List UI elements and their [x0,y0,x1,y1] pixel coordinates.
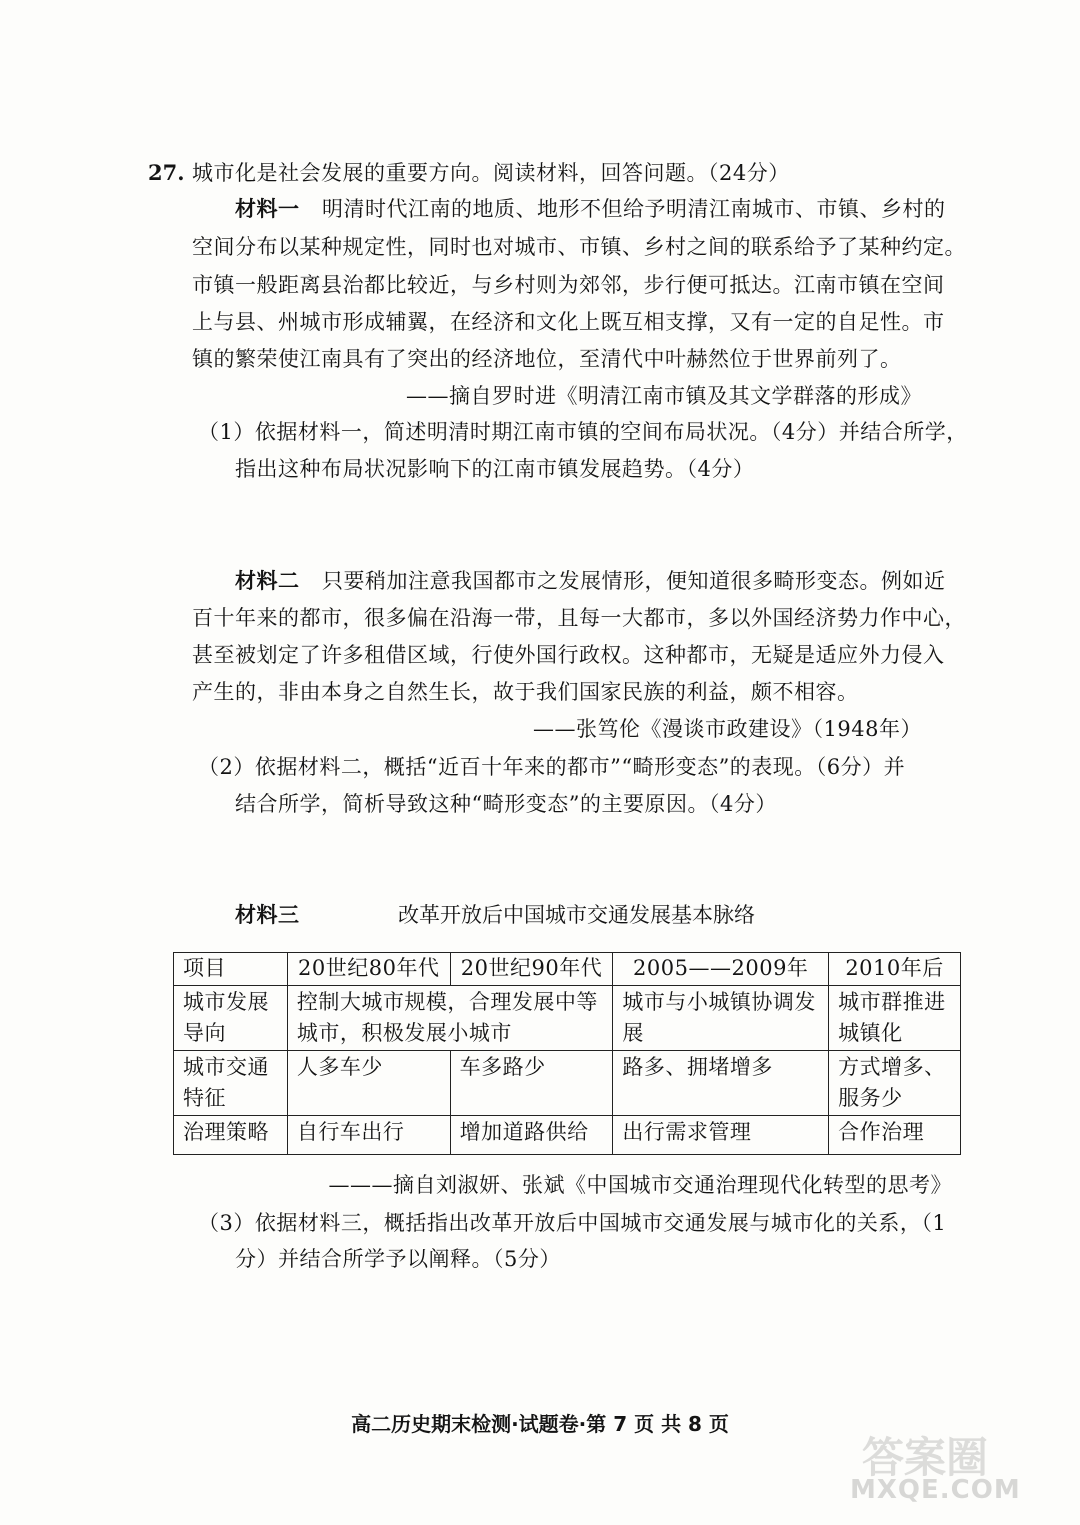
watermark [842,1421,1022,1513]
table-cell: 增加道路供给 [450,1116,613,1155]
table-row-label: 治理策略 [174,1116,288,1155]
table-header-cell: 20世纪90年代 [450,953,613,986]
material1-source: ——摘自罗时进《明清江南市镇及其文学群落的形成》 [406,384,922,408]
table-cell: 车多路少 [450,1051,613,1116]
question-stem: 城市化是社会发展的重要方向。阅读材料，回答问题。（24分） [192,161,790,185]
table-header-cell: 20世纪80年代 [287,953,450,986]
material2-source: ——张笃伦《漫谈市政建设》（1948年） [533,717,922,741]
table-header-cell: 2010年后 [829,953,961,986]
material2-label: 材料二 [235,568,300,593]
material2-line: 只要稍加注意我国都市之发展情形，便知道很多畸形变态。例如近 [322,569,946,593]
table-cell: 合作治理 [829,1116,961,1155]
table-cell: 自行车出行 [287,1116,450,1155]
table-row [174,986,961,1051]
table-cell: 方式增多、服务少 [829,1051,961,1116]
sub-question-1-line: 指出这种布局状况影响下的江南市镇发展趋势。（4分） [235,457,755,481]
sub-question-1-line: （1）依据材料一，简述明清时期江南市镇的空间布局状况。（4分）并结合所学， [198,420,968,444]
table-header-cell: 项目 [174,953,288,986]
material1-line: 镇的繁荣使江南具有了突出的经济地位，至清代中叶赫然位于世界前列了。 [192,347,902,371]
material3-label: 材料三 [235,902,300,927]
table-cell: 出行需求管理 [613,1116,829,1155]
table-cell: 路多、拥堵增多 [613,1051,829,1116]
material3-source: ———摘自刘淑妍、张斌《中国城市交通治理现代化转型的思考》 [328,1173,952,1197]
sub-question-3-line: （3）依据材料三，概括指出改革开放后中国城市交通发展与城市化的关系，（1 [198,1211,947,1235]
table-cell: 城市群推进城镇化 [829,986,961,1051]
material1-line: 市镇一般距离县治都比较近，与乡村则为郊邻，步行便可抵达。江南市镇在空间 [192,273,945,297]
material1-line: 明清时代江南的地质、地形不但给予明清江南城市、市镇、乡村的 [322,197,946,221]
material3-title: 改革开放后中国城市交通发展基本脉络 [398,903,755,927]
watermark-logo: 答案圈 [862,1433,989,1482]
sub-question-3-line: 分）并结合所学予以阐释。（5分） [235,1247,561,1271]
material1-line: 上与县、州城市形成辅翼，在经济和文化上既互相支撑，又有一定的自足性。市 [192,310,945,334]
table-header-row [174,953,961,986]
table-row [174,1051,961,1116]
material2-line: 产生的，非由本身之自然生长，故于我们国家民族的利益，颇不相容。 [192,680,859,704]
question-number: 27. [148,160,185,185]
material2-line: 甚至被划定了许多租借区域，行使外国行政权。这种都市，无疑是适应外力侵入 [192,643,945,667]
watermark-text: MXQE.COM [850,1475,1021,1505]
table-header-cell: 2005——2009年 [613,953,829,986]
table-cell: 控制大城市规模，合理发展中等城市，积极发展小城市 [287,986,613,1051]
material1-line: 空间分布以某种规定性，同时也对城市、市镇、乡村之间的联系给予了某种约定。 [192,235,966,259]
sub-question-2-line: （2）依据材料二，概括“近百十年来的都市”“畸形变态”的表现。（6分）并 [198,755,906,779]
table-cell: 城市与小城镇协调发展 [613,986,829,1051]
urban-transport-table [173,952,961,1155]
material1-label: 材料一 [235,196,300,221]
material2-line: 百十年来的都市，很多偏在沿海一带，且每一大都市，多以外国经济势力作中心， [192,606,966,630]
table-cell: 人多车少 [287,1051,450,1116]
table-row [174,1116,961,1155]
page-footer: 高二历史期末检测·试题卷·第 7 页 共 8 页 [351,1412,729,1436]
table-row-label: 城市发展导向 [174,986,288,1051]
sub-question-2-line: 结合所学，简析导致这种“畸形变态”的主要原因。（4分） [235,792,777,816]
table-row-label: 城市交通特征 [174,1051,288,1116]
